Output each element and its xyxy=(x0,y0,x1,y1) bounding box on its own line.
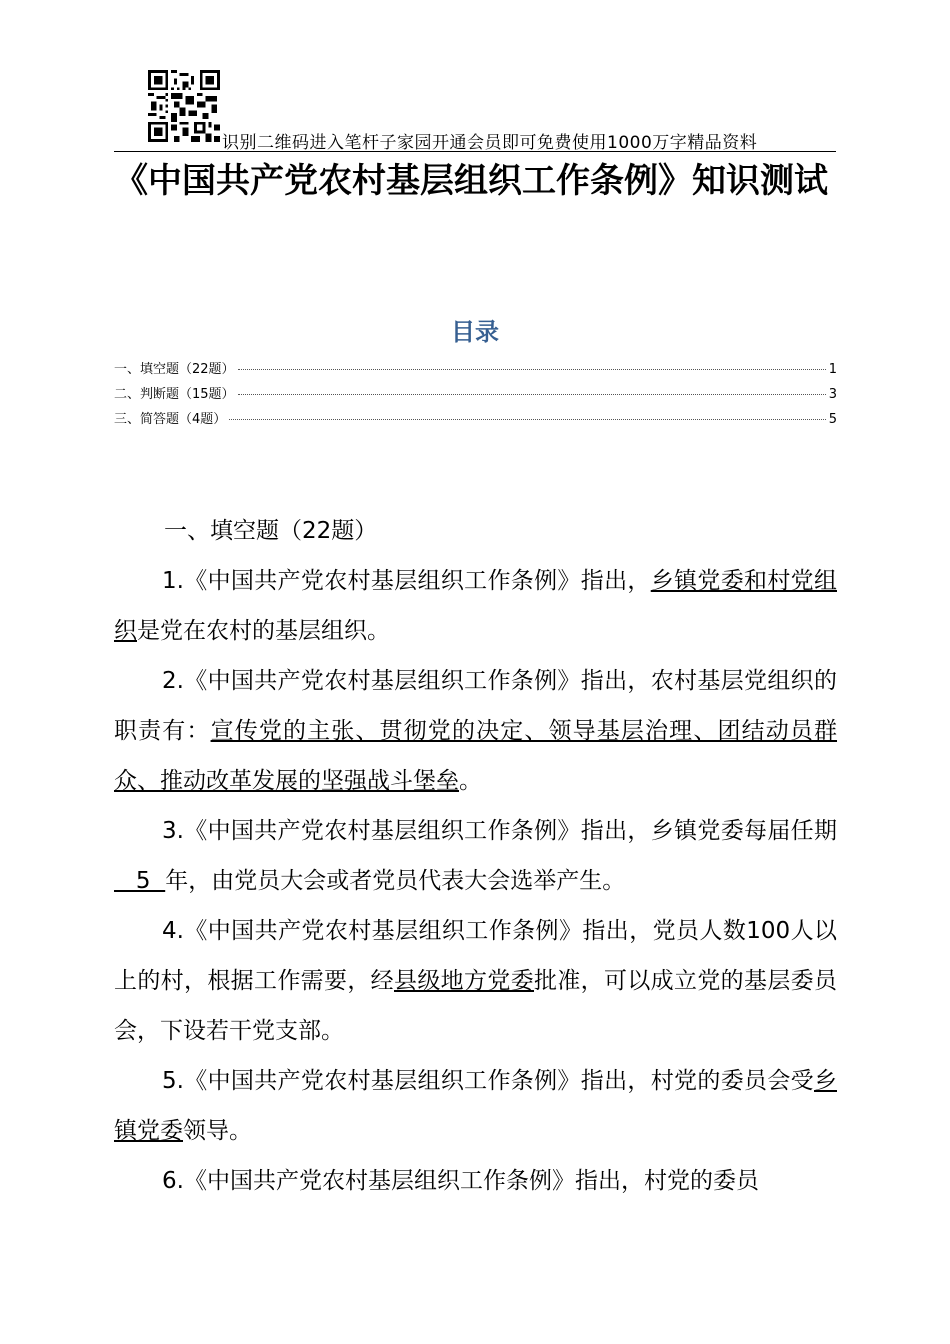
question-text: 4.《中国共产党农村基层组织工作条例》指出，党员人数100人以上的村，根据工作需要，经 xyxy=(114,918,837,994)
question-text: 批准，可以成立党的基层委员会，下设若干党支部。 xyxy=(114,968,838,1044)
question-text: 是党在农村的基层组织。 xyxy=(137,618,390,644)
question-list xyxy=(114,556,837,1206)
question-text: 领导。 xyxy=(183,1118,252,1144)
question-text: 。 xyxy=(459,768,482,794)
toc-leader-dots xyxy=(238,369,826,370)
toc-leader-dots xyxy=(229,419,825,420)
table-of-contents xyxy=(114,358,837,433)
question-answer: 乡镇党委和村党组织 xyxy=(114,568,837,644)
question-item xyxy=(114,1056,837,1156)
document-title: 《中国共产党农村基层组织工作条例》知识测试 xyxy=(114,161,828,201)
toc-heading: 目录 xyxy=(451,318,499,346)
header-divider xyxy=(114,151,836,152)
question-text: 3.《中国共产党农村基层组织工作条例》指出，乡镇党委每届任期 xyxy=(162,818,837,844)
question-text: 5.《中国共产党农村基层组织工作条例》指出，村党的委员会受 xyxy=(162,1068,814,1094)
question-answer: 乡镇党委 xyxy=(114,1068,837,1144)
question-item xyxy=(114,906,837,1056)
toc-entry-page: 1 xyxy=(828,362,837,377)
toc-entry-label: 二、判断题（15题） xyxy=(114,387,235,402)
toc-entry-label: 三、简答题（4题） xyxy=(114,412,227,427)
toc-entry-1[interactable] xyxy=(114,358,837,383)
question-text: 2.《中国共产党农村基层组织工作条例》指出，农村基层党组织的职责有： xyxy=(114,668,837,744)
qr-code-icon xyxy=(148,70,220,142)
question-text: 1.《中国共产党农村基层组织工作条例》指出， xyxy=(162,568,651,594)
toc-entry-2[interactable] xyxy=(114,383,837,408)
question-text: 年，由党员大会或者党员代表大会选举产生。 xyxy=(165,868,626,894)
question-answer: 县级地方党委 xyxy=(394,968,534,994)
toc-entry-page: 3 xyxy=(828,387,837,402)
toc-leader-dots xyxy=(238,394,826,395)
toc-entry-3[interactable] xyxy=(114,408,837,433)
question-item xyxy=(114,656,837,806)
toc-entry-label: 一、填空题（22题） xyxy=(114,362,235,377)
question-text: 6.《中国共产党农村基层组织工作条例》指出，村党的委员 xyxy=(162,1168,759,1194)
question-item xyxy=(114,806,837,906)
toc-entry-page: 5 xyxy=(828,412,837,427)
question-item xyxy=(114,556,837,656)
section-heading-fill-in: 一、填空题（22题） xyxy=(164,518,378,544)
question-item xyxy=(114,1156,837,1206)
question-answer: 5 xyxy=(114,868,166,894)
header-promo-text: 识别二维码进入笔杆子家园开通会员即可免费使用1000万字精品资料 xyxy=(222,133,758,153)
question-answer: 宣传党的主张、贯彻党的决定、领导基层治理、团结动员群众、推动改革发展的坚强战斗堡垒 xyxy=(114,718,838,794)
